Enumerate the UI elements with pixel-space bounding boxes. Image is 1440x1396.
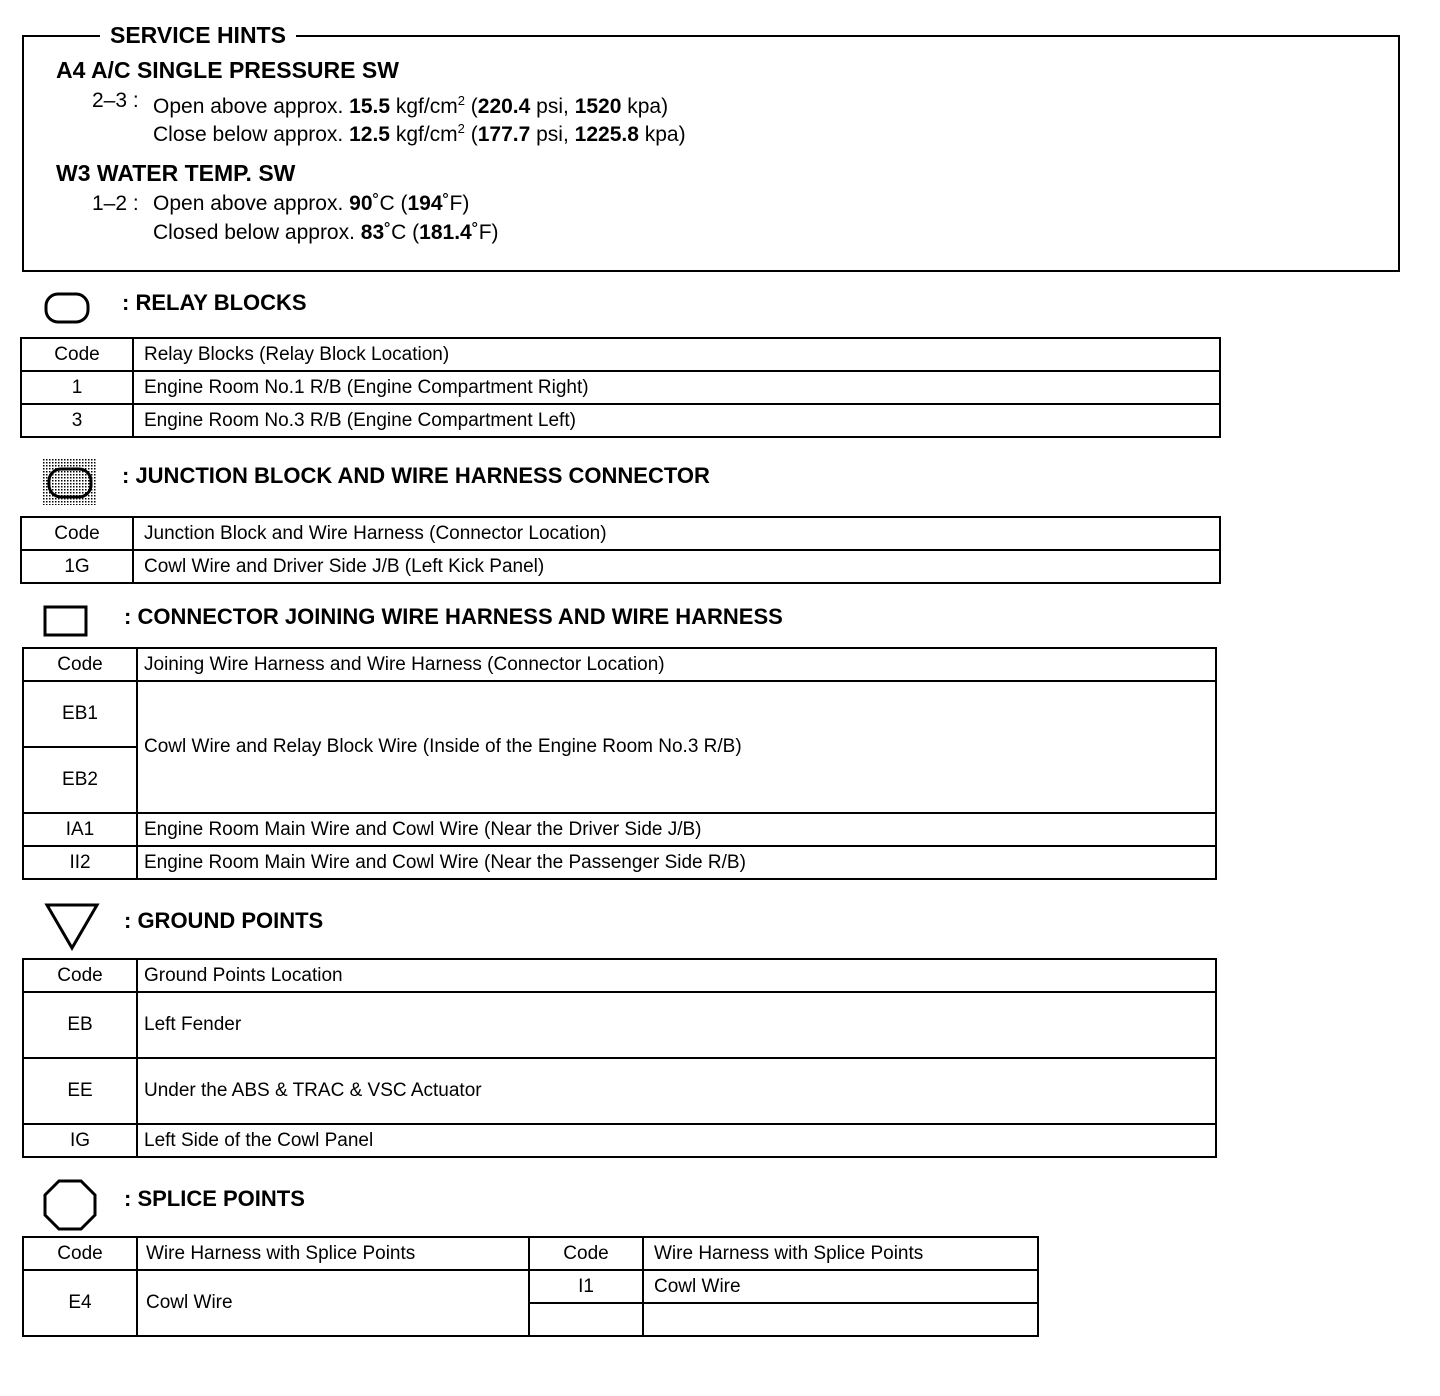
cell-code-2: I1 <box>529 1270 643 1303</box>
hint-heading-a4: A4 A/C SINGLE PRESSURE SW <box>56 57 399 83</box>
cell-code: 1G <box>21 550 133 583</box>
connectors-title: : CONNECTOR JOINING WIRE HARNESS AND WIRE HARNESS <box>124 604 783 629</box>
junction-blocks-table <box>20 516 1221 584</box>
header-desc: Relay Blocks (Relay Block Location) <box>133 338 1220 371</box>
table-row <box>23 681 1216 747</box>
hint-w3-line1: Open above approx. 90˚C (194˚F) <box>153 192 470 215</box>
cell-code: E4 <box>23 1270 137 1336</box>
header-desc: Wire Harness with Splice Points <box>137 1237 529 1270</box>
cell-desc: Cowl Wire and Relay Block Wire (Inside of the Engine Room No.3 R/B) <box>137 681 1216 813</box>
cell-code: 1 <box>21 371 133 404</box>
relay-block-icon <box>44 292 90 324</box>
relay-blocks-title: : RELAY BLOCKS <box>122 290 307 315</box>
cell-code: EB1 <box>23 681 137 747</box>
cell-desc: Under the ABS & TRAC & VSC Actuator <box>137 1058 1216 1124</box>
table-row <box>21 371 1220 404</box>
cell-desc: Engine Room No.1 R/B (Engine Compartment Right) <box>133 371 1220 404</box>
cell-desc-2: Cowl Wire <box>643 1270 1038 1303</box>
header-code: Code <box>21 338 133 371</box>
header-desc: Joining Wire Harness and Wire Harness (Connector Location) <box>137 648 1216 681</box>
splice-point-icon <box>42 1178 98 1232</box>
cell-desc: Cowl Wire <box>137 1270 529 1336</box>
table-header-row <box>23 648 1216 681</box>
table-row <box>23 992 1216 1058</box>
table-row <box>21 550 1220 583</box>
cell-desc: Cowl Wire and Driver Side J/B (Left Kick Panel) <box>133 550 1220 583</box>
cell-desc-empty <box>643 1303 1038 1336</box>
ground-points-title: : GROUND POINTS <box>124 908 324 933</box>
cell-desc: Engine Room No.3 R/B (Engine Compartment Left) <box>133 404 1220 437</box>
table-row <box>23 846 1216 879</box>
junction-blocks-title: : JUNCTION BLOCK AND WIRE HARNESS CONNECTOR <box>122 463 710 488</box>
cell-code: II2 <box>23 846 137 879</box>
table-header-row <box>23 959 1216 992</box>
connector-icon <box>43 604 89 638</box>
cell-code: 3 <box>21 404 133 437</box>
cell-desc: Engine Room Main Wire and Cowl Wire (Near the Passenger Side R/B) <box>137 846 1216 879</box>
ground-point-icon <box>44 902 100 952</box>
hint-w3-line2: Closed below approx. 83˚C (181.4˚F) <box>153 221 499 244</box>
service-hints-title: SERVICE HINTS <box>100 20 296 50</box>
cell-desc: Engine Room Main Wire and Cowl Wire (Near the Driver Side J/B) <box>137 813 1216 846</box>
junction-block-icon <box>43 459 97 505</box>
hint-a4-line1: Open above approx. 15.5 kgf/$cm^2$ (220.4 psi, 1520 kpa) <box>153 93 669 118</box>
table-row <box>21 404 1220 437</box>
splice-points-table <box>22 1236 1039 1337</box>
cell-code: EE <box>23 1058 137 1124</box>
cell-code: IG <box>23 1124 137 1157</box>
header-code: Code <box>23 959 137 992</box>
hint-terminals-a4: 2–3 : <box>92 89 139 112</box>
header-desc: Ground Points Location <box>137 959 1216 992</box>
hint-heading-w3: W3 WATER TEMP. SW <box>56 160 296 186</box>
header-code: Code <box>23 1237 137 1270</box>
header-code-2: Code <box>529 1237 643 1270</box>
splice-points-title: : SPLICE POINTS <box>124 1186 305 1211</box>
cell-code: EB2 <box>23 747 137 813</box>
table-header-row <box>21 338 1220 371</box>
header-code: Code <box>23 648 137 681</box>
connectors-table <box>22 647 1217 880</box>
relay-blocks-table <box>20 337 1221 438</box>
header-code: Code <box>21 517 133 550</box>
cell-desc: Left Side of the Cowl Panel <box>137 1124 1216 1157</box>
table-row <box>23 813 1216 846</box>
hint-a4-line2: Close below approx. 12.5 kgf/$cm^2$ (177.7 psi, 1225.8 kpa) <box>153 121 686 146</box>
cell-desc: Left Fender <box>137 992 1216 1058</box>
table-row <box>23 1270 1038 1303</box>
cell-code: EB <box>23 992 137 1058</box>
cell-code: IA1 <box>23 813 137 846</box>
cell-code-empty <box>529 1303 643 1336</box>
header-desc-2: Wire Harness with Splice Points <box>643 1237 1038 1270</box>
table-header-row <box>23 1237 1038 1270</box>
table-row <box>23 1124 1216 1157</box>
table-header-row <box>21 517 1220 550</box>
header-desc: Junction Block and Wire Harness (Connector Location) <box>133 517 1220 550</box>
table-row <box>23 1058 1216 1124</box>
ground-points-table <box>22 958 1217 1158</box>
hint-terminals-w3: 1–2 : <box>92 192 139 215</box>
